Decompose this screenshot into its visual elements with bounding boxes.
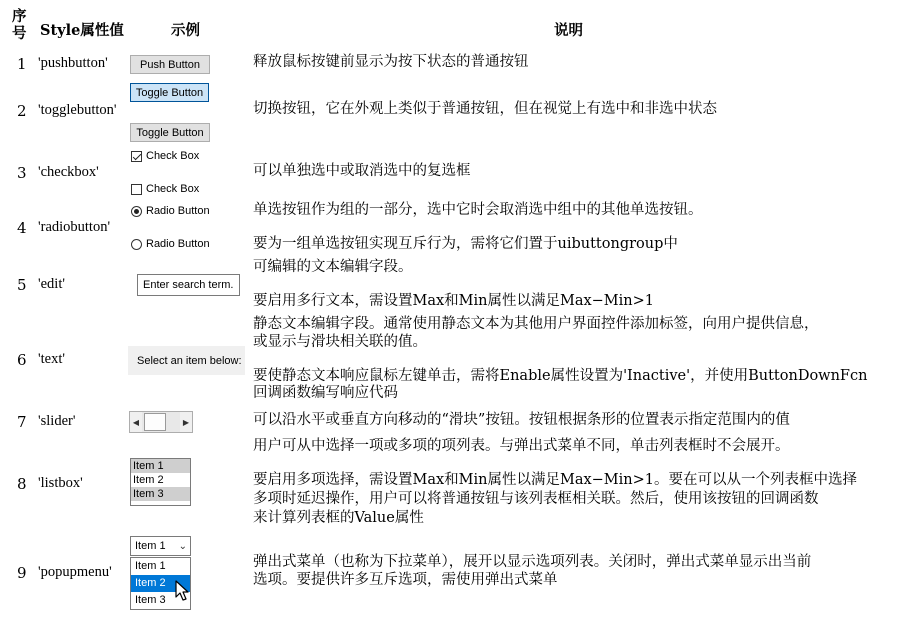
description-line: 要启用多项选择，需设置Max和Min属性以满足Max−Min>1。要在可以从一个列表框中选择	[253, 472, 858, 488]
description-line: 选项。要提供许多互斥选项，需使用弹出式菜单	[253, 572, 558, 588]
list-item[interactable]: Item 2	[133, 474, 164, 486]
row-number: 2	[17, 102, 27, 120]
header-description: 说明	[554, 22, 583, 39]
description-line: 用户可从中选择一项或多项的项列表。与弹出式菜单不同，单击列表框时不会展开。	[253, 438, 790, 454]
checkbox-icon	[131, 184, 142, 195]
description-line: 回调函数编写响应代码	[253, 385, 398, 401]
radio-selected-icon	[131, 206, 142, 217]
chevron-down-icon[interactable]: ⌄	[178, 541, 187, 552]
style-value: 'checkbox'	[38, 164, 99, 180]
checkbox-checked[interactable]	[131, 150, 199, 162]
radio-label: Radio Button	[146, 205, 210, 218]
description-line: 多项时延迟操作，用户可以将普通按钮与该列表框相关联。然后，使用该按钮的回调函数	[253, 491, 819, 507]
style-value: 'togglebutton'	[38, 102, 117, 118]
mouse-pointer-icon	[175, 580, 189, 602]
slider-thumb[interactable]	[144, 413, 166, 431]
style-value: 'edit'	[38, 276, 65, 292]
toggle-button-selected[interactable]: Toggle Button	[130, 83, 209, 102]
description-line: 来计算列表框的Value属性	[253, 510, 424, 526]
header-index: 序号	[12, 8, 27, 42]
header-style-value: Style属性值	[40, 22, 124, 39]
edit-field[interactable]: Enter search term.	[137, 274, 240, 296]
radio-label: Radio Button	[146, 238, 210, 251]
dropdown-item[interactable]: Item 2	[131, 575, 190, 592]
static-text-label: Select an item below:	[128, 346, 245, 375]
radio-button-selected[interactable]	[131, 205, 210, 217]
description-line: 要使静态文本响应鼠标左键单击，需将Enable属性设置为'Inactive'，并使用ButtonDownFcn	[253, 368, 868, 384]
row-number: 4	[17, 219, 27, 237]
style-value: 'popupmenu'	[38, 564, 112, 580]
dropdown-item[interactable]: Item 3	[135, 594, 166, 606]
style-value: 'radiobutton'	[38, 219, 111, 235]
row-number: 1	[17, 55, 27, 73]
chevron-left-icon[interactable]: ◀	[130, 412, 142, 432]
row-number: 7	[17, 413, 27, 431]
description-line: 单选按钮作为组的一部分，选中它时会取消选中组中的其他单选按钮。	[253, 202, 703, 218]
horizontal-slider[interactable]	[129, 411, 193, 433]
description-line: 要启用多行文本，需设置Max和Min属性以满足Max−Min>1	[253, 293, 655, 309]
description-line: 静态文本编辑字段。通常使用静态文本为其他用户界面控件添加标签，向用户提供信息，	[253, 316, 819, 332]
style-value: 'text'	[38, 351, 65, 367]
chevron-right-icon[interactable]: ▶	[180, 412, 192, 432]
style-value: 'pushbutton'	[38, 55, 108, 71]
description-line: 或显示与滑块相关联的值。	[253, 334, 427, 350]
list-item[interactable]: Item 1	[131, 459, 190, 473]
description-line: 可以单独选中或取消选中的复选框	[253, 163, 471, 179]
description-line: 要为一组单选按钮实现互斥行为，需将它们置于uibuttongroup中	[253, 236, 678, 252]
row-number: 3	[17, 164, 27, 182]
row-number: 5	[17, 276, 27, 294]
row-number: 8	[17, 475, 27, 493]
row-number: 9	[17, 564, 27, 582]
check-icon	[131, 151, 142, 162]
style-value: 'slider'	[38, 413, 76, 429]
dropdown-item[interactable]: Item 1	[135, 560, 166, 572]
toggle-button[interactable]: Toggle Button	[130, 123, 210, 142]
description-line: 弹出式菜单（也称为下拉菜单），展开以显示选项列表。关闭时，弹出式菜单显示出当前	[253, 554, 812, 570]
push-button[interactable]: Push Button	[130, 55, 210, 74]
checkbox-unchecked[interactable]	[131, 183, 199, 195]
description-line: 可编辑的文本编辑字段。	[253, 259, 413, 275]
description-line: 切换按钮，它在外观上类似于普通按钮，但在视觉上有选中和非选中状态	[253, 101, 717, 117]
header-example: 示例	[171, 22, 200, 39]
popup-selected-value: Item 1	[135, 540, 166, 552]
row-number: 6	[17, 351, 27, 369]
checkbox-label: Check Box	[146, 150, 200, 163]
radio-icon	[131, 239, 142, 250]
description-line: 可以沿水平或垂直方向移动的“滑块”按钮。按钮根据条形的位置表示指定范围内的值	[253, 412, 790, 428]
description-line: 释放鼠标按键前显示为按下状态的普通按钮	[253, 54, 529, 70]
listbox[interactable]	[130, 458, 191, 506]
style-value: 'listbox'	[38, 475, 83, 491]
popup-menu[interactable]	[130, 536, 191, 556]
list-item[interactable]: Item 3	[131, 487, 190, 501]
checkbox-label: Check Box	[146, 183, 200, 196]
radio-button-unselected[interactable]	[131, 238, 210, 250]
